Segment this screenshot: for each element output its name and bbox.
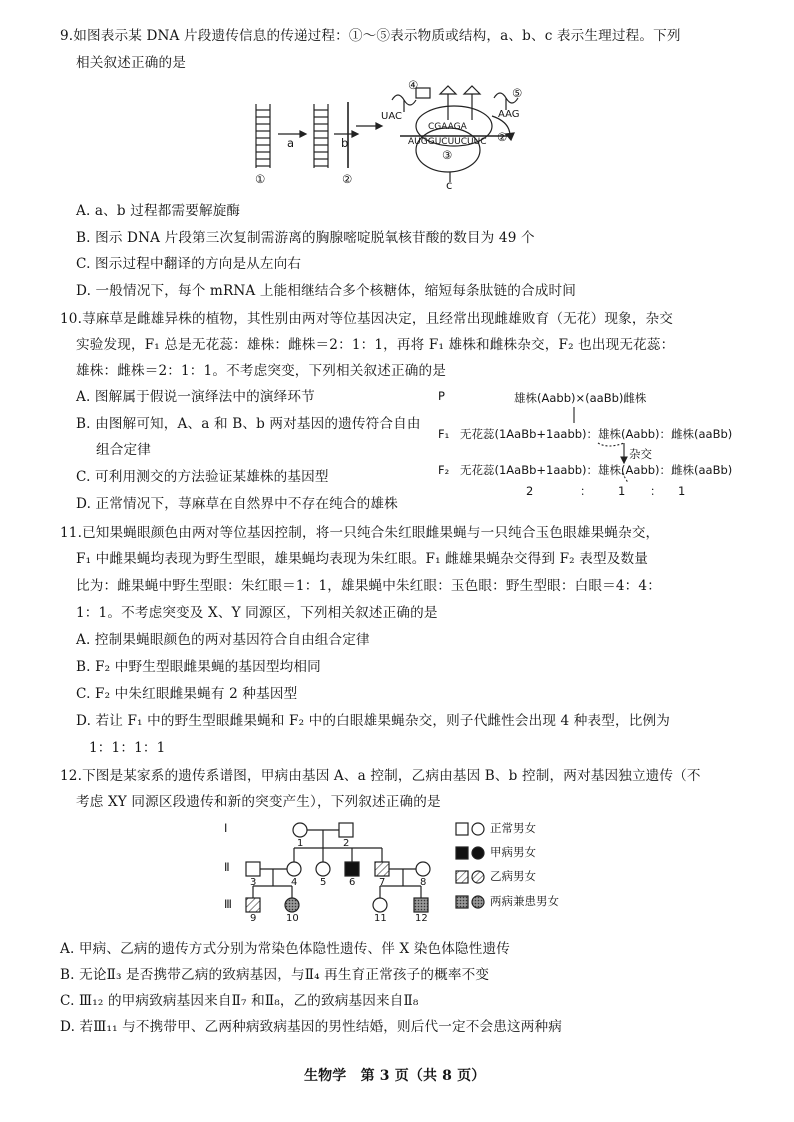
q12-id-3: 3 xyxy=(250,877,257,888)
q11-stem-line1: 11.已知果蝇眼颜色由两对等位基因控制，将一只纯合朱红眼雌果蝇与一只纯合玉色眼雄果蝇杂交， xyxy=(60,525,660,541)
q12-option-b: B. 无论Ⅱ₃ 是否携带乙病的致病基因，与Ⅱ₄ 再生育正常孩子的概率不变 xyxy=(60,967,490,983)
q11-stem-line2: F₁ 中雌果蝇均表现为野生型眼，雄果蝇均表现为朱红眼。F₁ 雌雄果蝇杂交得到 F₂ 表型及数量 xyxy=(76,551,648,567)
q12-id-6: 6 xyxy=(349,877,356,888)
q9-label-1: ① xyxy=(255,172,266,186)
q9-codon-aag: AAG xyxy=(498,109,520,120)
q12-legend-both: 两病兼患男女 xyxy=(490,894,559,908)
q12-id-5: 5 xyxy=(320,877,327,888)
q12-gen2-label: Ⅱ xyxy=(224,860,230,874)
q10-cross-diagram xyxy=(434,385,734,503)
q12-legend-disease-b: 乙病男女 xyxy=(490,869,536,883)
q10-option-d: D. 正常情况下，荨麻草在自然界中不存在纯合的雄株 xyxy=(76,496,398,512)
q10-ratio-1b: 1 xyxy=(678,484,686,498)
q9-figure-drawing xyxy=(240,76,530,194)
q9-stem-line1: 9.如图表示某 DNA 片段遗传信息的传递过程：①～⑤表示物质或结构，a、b、c 表示生理过程。下列 xyxy=(60,28,681,44)
q12-id-9: 9 xyxy=(250,913,257,924)
q12-option-a: A. 甲病、乙病的遗传方式分别为常染色体隐性遗传、伴 X 染色体隐性遗传 xyxy=(60,941,510,957)
q11-option-c: C. F₂ 中朱红眼雌果蝇有 2 种基因型 xyxy=(76,686,298,702)
q9-label-a: a xyxy=(287,136,295,150)
q12-stem-line2: 考虑 XY 同源区段遗传和新的突变产生），下列叙述正确的是 xyxy=(76,794,441,810)
q9-seq-cgaa: CGAAGA xyxy=(428,122,467,132)
q9-option-d: D. 一般情况下，每个 mRNA 上能相继结合多个核糖体，缩短每条肽链的合成时间 xyxy=(76,283,576,299)
q12-id-12: 12 xyxy=(415,913,428,924)
q9-option-b: B. 图示 DNA 片段第三次复制需游离的胸腺嘧啶脱氧核苷酸的数目为 49 个 xyxy=(76,230,535,246)
q11-stem-line4: 1：1。不考虑突变及 X、Y 同源区，下列相关叙述正确的是 xyxy=(76,605,438,621)
q11-option-d-line1: D. 若让 F₁ 中的野生型眼雌果蝇和 F₂ 中的白眼雄果蝇杂交，则子代雌性会出现 4 种表型，比例为 xyxy=(76,713,671,729)
q10-cross-word: 杂交 xyxy=(629,447,652,461)
q10-ratio-colon1: ： xyxy=(580,484,592,498)
q9-label-2b: ② xyxy=(497,130,508,144)
q10-ratio-2: 2 xyxy=(526,484,534,498)
q12-gen1-label: Ⅰ xyxy=(224,821,228,835)
q10-ratio-colon2: ： xyxy=(650,484,662,498)
q9-label-c: c xyxy=(446,178,453,192)
q10-f1-text: 无花蕊(1AaBb+1aabb)：雄株(Aabb)：雌株(aaBb) xyxy=(460,427,733,441)
q12-id-1: 1 xyxy=(297,838,304,849)
q12-id-2: 2 xyxy=(343,838,350,849)
q10-p-cross: 雄株(Aabb)×(aaBb)雌株 xyxy=(514,391,647,405)
q10-p-label: P xyxy=(438,389,445,403)
q10-option-b-line1: B. 由图解可知，A、a 和 B、b 两对基因的遗传符合自由 xyxy=(76,416,421,432)
q9-stem-line2: 相关叙述正确的是 xyxy=(76,55,186,71)
q12-option-d: D. 若Ⅲ₁₁ 与不携带甲、乙两种病致病基因的男性结婚，则后代一定不会患这两种病 xyxy=(60,1019,562,1035)
q11-option-a: A. 控制果蝇眼颜色的两对基因符合自由组合定律 xyxy=(76,632,370,648)
q12-id-7: 7 xyxy=(379,877,386,888)
q12-id-8: 8 xyxy=(420,877,427,888)
q12-option-c: C. Ⅲ₁₂ 的甲病致病基因来自Ⅱ₇ 和Ⅱ₈，乙的致病基因来自Ⅱ₈ xyxy=(60,993,419,1009)
page-footer: 生物学 第 3 页（共 8 页） xyxy=(304,1068,486,1084)
q9-label-3: ③ xyxy=(442,148,453,162)
q12-gen3-label: Ⅲ xyxy=(224,897,232,911)
q12-stem-line1: 12.下图是某家系的遗传系谱图，甲病由基因 A、a 控制，乙病由基因 B、b 控制，两对基因独立遗传（不 xyxy=(60,768,701,784)
q12-id-4: 4 xyxy=(291,877,298,888)
q10-ratio-1a: 1 xyxy=(618,484,626,498)
q9-option-a: A. a、b 过程都需要解旋酶 xyxy=(76,203,241,219)
q10-option-b-line2: 组合定律 xyxy=(96,442,151,458)
q9-label-4: ④ xyxy=(408,78,419,92)
q9-codon-uac: UAC xyxy=(381,111,402,122)
q10-option-a: A. 图解属于假说一演绎法中的演绎环节 xyxy=(76,389,315,405)
q10-stem-line1: 10.荨麻草是雌雄异株的植物，其性别由两对等位基因决定，且经常出现雌雄败育（无花）现象，杂交 xyxy=(60,311,674,327)
q11-stem-line3: 比为：雌果蝇中野生型眼：朱红眼＝1：1，雄果蝇中朱红眼：玉色眼：野生型眼：白眼＝4：4： xyxy=(76,578,661,594)
q12-legend-normal: 正常男女 xyxy=(490,821,536,835)
q10-f1-label: F₁ xyxy=(438,427,450,441)
q12-id-10: 10 xyxy=(286,913,299,924)
q12-id-11: 11 xyxy=(374,913,387,924)
q11-option-b: B. F₂ 中野生型眼雌果蝇的基因型均相同 xyxy=(76,659,321,675)
q9-dna-transfer-figure xyxy=(240,76,530,194)
q9-label-2: ② xyxy=(342,172,353,186)
q9-option-c: C. 图示过程中翻译的方向是从左向右 xyxy=(76,256,302,272)
q10-f2-label: F₂ xyxy=(438,463,450,477)
q10-stem-line3: 雄株：雌株＝2：1：1。不考虑突变，下列相关叙述正确的是 xyxy=(76,363,446,379)
q12-legend-disease-a: 甲病男女 xyxy=(490,845,536,859)
q10-option-c: C. 可利用测交的方法验证某雄株的基因型 xyxy=(76,469,329,485)
q11-option-d-line2: 1：1：1：1 xyxy=(89,740,166,756)
q9-seq-augg: AUGGUCUUCUUC xyxy=(408,137,487,147)
q10-f2-text: 无花蕊(1AaBb+1aabb)：雄株(Aabb)：雌株(aaBb) xyxy=(460,463,733,477)
q12-pedigree-chart xyxy=(222,818,584,924)
q9-label-b: b xyxy=(341,136,349,150)
q9-label-5: ⑤ xyxy=(512,86,523,100)
q10-stem-line2: 实验发现，F₁ 总是无花蕊：雄株：雌株＝2：1：1，再将 F₁ 雄株和雌株杂交，F₂ 也出现无花蕊： xyxy=(76,337,675,353)
